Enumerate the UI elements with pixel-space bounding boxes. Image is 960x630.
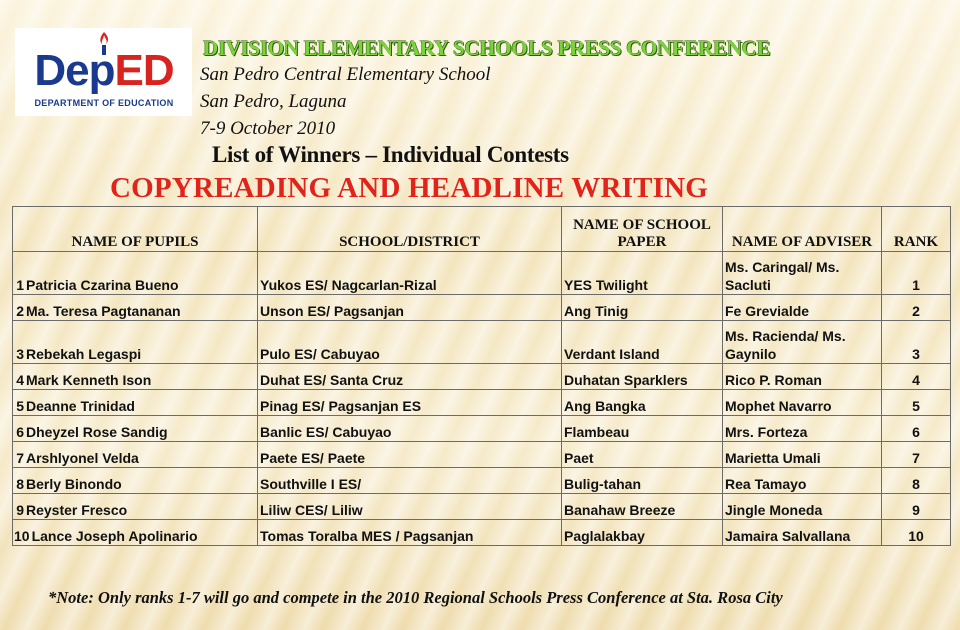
col-header-paper: NAME OF SCHOOL PAPER: [562, 207, 723, 252]
adviser-cell: Marietta Umali: [723, 442, 882, 468]
rank-cell: 2: [882, 295, 951, 321]
table-row: [13, 321, 951, 364]
pupil-cell: [13, 295, 258, 321]
school-cell: Duhat ES/ Santa Cruz: [258, 364, 562, 390]
pupil-name: Berly Binondo: [26, 476, 122, 492]
col-header-school: SCHOOL/DISTRICT: [258, 207, 562, 252]
event-title: DIVISION ELEMENTARY SCHOOLS PRESS CONFERENCE: [203, 36, 771, 60]
pupil-name: Deanne Trinidad: [26, 398, 135, 414]
event-dates: 7-9 October 2010: [200, 118, 336, 139]
pupil-cell: [13, 416, 258, 442]
pupil-cell: [13, 390, 258, 416]
col-header-adviser: NAME OF ADVISER: [723, 207, 882, 252]
school-cell: Pinag ES/ Pagsanjan ES: [258, 390, 562, 416]
rank-cell: 4: [882, 364, 951, 390]
host-school: San Pedro Central Elementary School: [200, 64, 491, 85]
school-cell: Unson ES/ Pagsanjan: [258, 295, 562, 321]
school-cell: Southville I ES/: [258, 468, 562, 494]
table-row: [13, 390, 951, 416]
rank-cell: 3: [882, 321, 951, 364]
pupil-name: Ma. Teresa Pagtananan: [26, 303, 181, 319]
adviser-cell: Rico P. Roman: [723, 364, 882, 390]
table-row: [13, 442, 951, 468]
paper-cell: Ang Bangka: [562, 390, 723, 416]
pupil-cell: [13, 364, 258, 390]
rank-cell: 7: [882, 442, 951, 468]
table-row: [13, 468, 951, 494]
pupil-name: Patricia Czarina Bueno: [26, 277, 179, 293]
school-cell: Banlic ES/ Cabuyao: [258, 416, 562, 442]
logo-wordmark-ed: ED: [114, 46, 174, 95]
contest-title: COPYREADING AND HEADLINE WRITING: [110, 172, 709, 204]
row-number: 4: [16, 372, 24, 388]
pupil-cell: [13, 494, 258, 520]
adviser-cell: Jamaira Salvallana: [723, 520, 882, 546]
adviser-cell: Ms. Racienda/ Ms. Gaynilo: [723, 321, 882, 364]
paper-cell: YES Twilight: [562, 252, 723, 295]
table-row: [13, 252, 951, 295]
row-number: 7: [16, 450, 24, 466]
paper-cell: Paglalakbay: [562, 520, 723, 546]
winners-table: [12, 206, 951, 546]
pupil-name: Mark Kenneth Ison: [26, 372, 152, 388]
row-number: 6: [16, 424, 24, 440]
adviser-cell: Ms. Caringal/ Ms. Sacluti: [723, 252, 882, 295]
logo-tagline: DEPARTMENT OF EDUCATION: [34, 98, 174, 108]
paper-cell: Duhatan Sparklers: [562, 364, 723, 390]
rank-cell: 9: [882, 494, 951, 520]
row-number: 2: [16, 303, 24, 319]
rank-cell: 6: [882, 416, 951, 442]
table-row: [13, 520, 951, 546]
list-subtitle: List of Winners – Individual Contests: [212, 142, 569, 167]
col-header-rank: RANK: [882, 207, 951, 252]
pupil-cell: [13, 468, 258, 494]
paper-cell: Flambeau: [562, 416, 723, 442]
paper-cell: Verdant Island: [562, 321, 723, 364]
row-number: 5: [16, 398, 24, 414]
table-header-row: [13, 207, 951, 252]
rank-cell: 1: [882, 252, 951, 295]
pupil-name: Arshlyonel Velda: [26, 450, 139, 466]
row-number: 3: [16, 346, 24, 362]
rank-cell: 10: [882, 520, 951, 546]
deped-logo: [15, 28, 192, 116]
logo-wordmark: [19, 46, 189, 96]
paper-cell: Ang Tinig: [562, 295, 723, 321]
adviser-cell: Jingle Moneda: [723, 494, 882, 520]
table-row: [13, 494, 951, 520]
venue-location: San Pedro, Laguna: [200, 91, 347, 112]
rank-cell: 5: [882, 390, 951, 416]
qualification-note: *Note: Only ranks 1-7 will go and compete in the 2010 Regional Schools Press Conference at Sta. Rosa City: [48, 588, 783, 607]
row-number: 8: [16, 476, 24, 492]
adviser-cell: Mrs. Forteza: [723, 416, 882, 442]
paper-cell: Bulig-tahan: [562, 468, 723, 494]
pupil-name: Rebekah Legaspi: [26, 346, 142, 362]
pupil-name: Reyster Fresco: [26, 502, 128, 518]
school-cell: Liliw CES/ Liliw: [258, 494, 562, 520]
table-row: [13, 295, 951, 321]
school-cell: Paete ES/ Paete: [258, 442, 562, 468]
pupil-name: Dheyzel Rose Sandig: [26, 424, 168, 440]
adviser-cell: Fe Grevialde: [723, 295, 882, 321]
table-row: [13, 364, 951, 390]
row-number: 10: [14, 528, 30, 544]
pupil-cell: [13, 321, 258, 364]
school-cell: Pulo ES/ Cabuyao: [258, 321, 562, 364]
paper-cell: Banahaw Breeze: [562, 494, 723, 520]
pupil-cell: [13, 520, 258, 546]
col-header-pupils: NAME OF PUPILS: [13, 207, 258, 252]
row-number: 9: [16, 502, 24, 518]
logo-wordmark-dep: Dep: [34, 46, 115, 95]
pupil-cell: [13, 252, 258, 295]
adviser-cell: Rea Tamayo: [723, 468, 882, 494]
school-cell: Tomas Toralba MES / Pagsanjan: [258, 520, 562, 546]
pupil-cell: [13, 442, 258, 468]
rank-cell: 8: [882, 468, 951, 494]
table-row: [13, 416, 951, 442]
school-cell: Yukos ES/ Nagcarlan-Rizal: [258, 252, 562, 295]
pupil-name: Lance Joseph Apolinario: [31, 528, 198, 544]
row-number: 1: [16, 277, 24, 293]
adviser-cell: Mophet Navarro: [723, 390, 882, 416]
paper-cell: Paet: [562, 442, 723, 468]
